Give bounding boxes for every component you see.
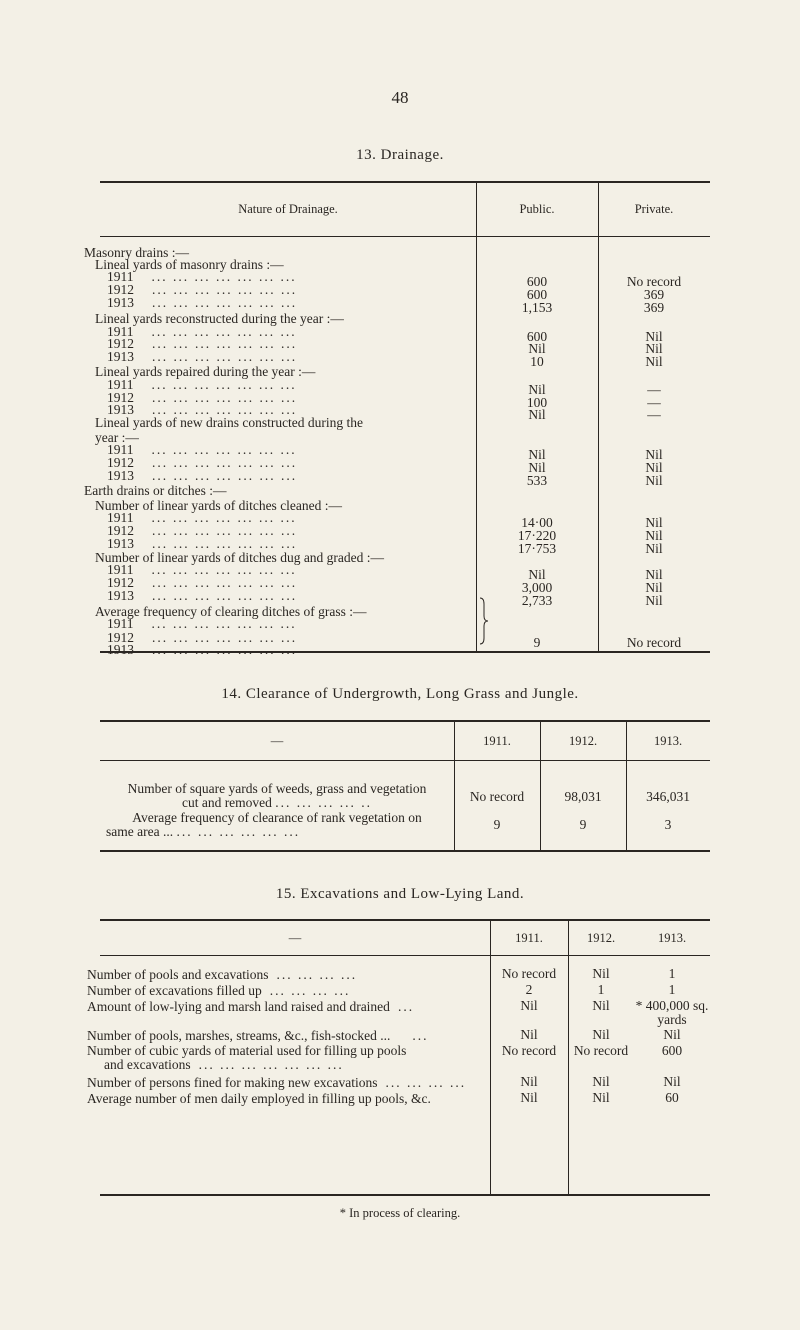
row-label-text: Lineal yards repaired during the year :— xyxy=(95,364,316,379)
cell-private: Nil xyxy=(645,567,663,582)
cell-private: Nil xyxy=(645,580,663,595)
cell-1913: 1 xyxy=(668,982,676,997)
cell-private: Nil xyxy=(645,329,663,344)
section-14-title: 14. Clearance of Undergrowth, Long Grass and Jungle. xyxy=(221,686,579,702)
row-label xyxy=(95,416,363,430)
row-label xyxy=(87,968,357,982)
cell-1911: No record xyxy=(469,789,525,804)
cell-1911: No record xyxy=(501,1043,557,1058)
header-1911: 1911. xyxy=(483,734,511,748)
header-private: Private. xyxy=(634,202,674,216)
cell-private: — xyxy=(647,395,661,410)
leader-dots: ... ... ... ... ... ... ... xyxy=(152,536,298,551)
table-header-rule xyxy=(100,955,710,956)
leader-dots: ... ... ... ... ... ... ... xyxy=(152,575,298,590)
row-label-text: Lineal yards of new drains constructed during the xyxy=(95,415,364,430)
cell-public: 3,000 xyxy=(521,580,553,595)
cell-private: Nil xyxy=(645,528,663,543)
row-label: cut and removed ... ... ... ... .. xyxy=(181,795,373,810)
cell-public: 17·220 xyxy=(517,528,557,543)
leader-dots: ... ... ... ... ... ... ... xyxy=(151,510,297,525)
header-1913: 1913. xyxy=(653,734,683,748)
cell-1912: Nil xyxy=(592,1090,610,1105)
row-label: Average frequency of clearance of rank vegetation on xyxy=(132,810,422,825)
row-label-text: Average number of men daily employed in filling up pools, &c. xyxy=(87,1091,431,1106)
cell-public: 533 xyxy=(526,473,548,488)
row-label xyxy=(104,1058,344,1072)
cell-1913: 3 xyxy=(664,817,672,832)
cell-1913: 600 xyxy=(661,1043,683,1058)
header-1912: 1912. xyxy=(568,734,598,748)
table-top-rule xyxy=(100,919,710,921)
leader-dots: ... ... ... ... ... ... ... xyxy=(151,324,297,339)
row-label-text: 1912 xyxy=(107,455,134,470)
leader-dots: ... ... ... ... ... ... ... xyxy=(152,295,298,310)
cell-private: — xyxy=(647,407,661,422)
cell-1912: Nil xyxy=(592,966,610,981)
cell-1912: 1 xyxy=(597,982,605,997)
row-label xyxy=(87,984,350,998)
leader-dots: ... ... ... ... ... ... ... xyxy=(152,336,298,351)
row-label-text: 1911 xyxy=(107,269,134,284)
cell-1911: Nil xyxy=(520,1074,538,1089)
page-number: 48 xyxy=(391,88,409,107)
row-label-text: and excavations xyxy=(104,1057,191,1072)
row-label-text: Lineal yards reconstructed during the year :— xyxy=(95,311,344,326)
table-bottom-rule xyxy=(100,1194,710,1196)
header-blank: — xyxy=(288,931,302,945)
table-bottom-rule xyxy=(100,850,710,852)
row-label-text: Earth drains or ditches :— xyxy=(84,483,227,498)
leader-dots: ... ... ... ... ... ... ... xyxy=(151,269,297,284)
leader-dots: ... xyxy=(397,999,415,1014)
leader-dots: ... ... ... ... ... ... ... xyxy=(152,642,298,657)
cell-private: Nil xyxy=(645,354,663,369)
cell-1911: 9 xyxy=(493,817,501,832)
row-label-text: Number of pools, marshes, streams, &c., fish-stocked ... xyxy=(87,1028,391,1043)
row-label-text: 1912 xyxy=(107,282,134,297)
cell-private: Nil xyxy=(645,473,663,488)
footnote: * In process of clearing. xyxy=(339,1206,461,1220)
row-label-text: Number of persons fined for making new excavations xyxy=(87,1075,378,1090)
row-label xyxy=(107,296,297,310)
leader-dots: ... ... ... ... ... ... ... xyxy=(152,402,298,417)
row-label: same area ... ... ... ... ... ... ... xyxy=(106,824,301,839)
row-label-text: 1912 xyxy=(107,575,134,590)
cell-1912: Nil xyxy=(592,1074,610,1089)
cell-1913: 1 xyxy=(668,966,676,981)
cell-public: Nil xyxy=(528,407,546,422)
row-label-text: 1912 xyxy=(107,336,134,351)
cell-private: 369 xyxy=(643,300,665,315)
row-label-text: 1911 xyxy=(107,562,134,577)
cell-private: Nil xyxy=(645,541,663,556)
table-top-rule xyxy=(100,181,710,183)
row-label xyxy=(87,1076,466,1090)
cell-private: 369 xyxy=(643,287,665,302)
leader-dots: ... ... ... ... ... ... ... xyxy=(152,390,298,405)
header-1912: 1912. xyxy=(586,931,616,945)
row-label-text: Number of linear yards of ditches dug and graded :— xyxy=(95,550,385,565)
cell-private: Nil xyxy=(645,460,663,475)
cell-public: Nil xyxy=(528,382,546,397)
row-label xyxy=(84,484,226,498)
cell-public: 600 xyxy=(526,329,548,344)
cell-public: Nil xyxy=(528,460,546,475)
leader-dots: ... ... ... ... xyxy=(269,983,351,998)
header-blank: — xyxy=(270,734,284,748)
row-label xyxy=(107,589,297,603)
cell-1913: 346,031 xyxy=(646,789,690,804)
cell-1913: * 400,000 sq. yards xyxy=(635,998,709,1027)
cell-1911: Nil xyxy=(520,1090,538,1105)
cell-public: 17·753 xyxy=(517,541,557,556)
table-header-rule xyxy=(100,236,710,237)
leader-dots: ... ... ... ... ... ... ... xyxy=(198,1057,344,1072)
row-label-text: year :— xyxy=(95,430,139,445)
leader-dots: ... ... ... ... ... ... ... xyxy=(152,282,298,297)
row-label-text: 1912 xyxy=(107,630,134,645)
row-label-text: 1912 xyxy=(107,523,134,538)
table-top-rule xyxy=(100,720,710,722)
row-label-text: Lineal yards of masonry drains :— xyxy=(95,257,284,272)
leader-dots: ... ... ... ... ... ... ... xyxy=(151,562,297,577)
cell-private: Nil xyxy=(645,593,663,608)
row-label xyxy=(87,1029,428,1043)
row-label-text: Amount of low-lying and marsh land raised and drained xyxy=(87,999,390,1014)
cell-private: — xyxy=(647,382,661,397)
section-15-title: 15. Excavations and Low-Lying Land. xyxy=(275,886,525,902)
row-label-text: 1911 xyxy=(107,324,134,339)
row-label xyxy=(87,1092,431,1106)
row-label-text: 1911 xyxy=(107,442,134,457)
cell-public: 14·00 xyxy=(521,515,553,530)
leader-dots: ... ... ... ... ... ... ... xyxy=(151,377,297,392)
grouping-brace xyxy=(478,596,490,646)
row-label xyxy=(107,350,297,364)
cell-1912: Nil xyxy=(592,1027,610,1042)
row-label-text: 1911 xyxy=(107,616,134,631)
row-label-text: 1911 xyxy=(107,510,134,525)
leader-dots: ... ... ... ... ... ... ... xyxy=(152,468,298,483)
section-13-title: 13. Drainage. xyxy=(356,147,444,163)
leader-dots: ... ... ... ... ... ... ... xyxy=(152,588,298,603)
row-label-text: 1913 xyxy=(107,402,134,417)
cell-private: No record xyxy=(626,274,682,289)
leader-dots: ... ... ... ... ... ... ... xyxy=(151,442,297,457)
header-public: Public. xyxy=(519,202,555,216)
row-label-text: Number of cubic yards of material used for filling up pools xyxy=(87,1043,407,1058)
header-1913: 1913. xyxy=(657,931,687,945)
cell-public: Nil xyxy=(528,341,546,356)
row-label-text: 1913 xyxy=(107,536,134,551)
cell-public: 600 xyxy=(526,274,548,289)
row-label-text: Average frequency of clearing ditches of grass :— xyxy=(95,604,367,619)
row-label xyxy=(107,537,297,551)
leader-dots: ... xyxy=(412,1028,429,1043)
row-label-text: Number of pools and excavations xyxy=(87,967,269,982)
cell-public: 600 xyxy=(526,287,548,302)
cell-1913: Nil xyxy=(663,1074,681,1089)
cell-public: Nil xyxy=(528,567,546,582)
cell-public: 2,733 xyxy=(521,593,553,608)
row-label-text: 1913 xyxy=(107,588,134,603)
cell-public: 9 xyxy=(533,635,541,650)
cell-1913: Nil xyxy=(663,1027,681,1042)
row-label-text: Number of linear yards of ditches cleaned :— xyxy=(95,498,343,513)
leader-dots: ... ... ... ... ... ... ... xyxy=(152,349,298,364)
row-label-text: Masonry drains :— xyxy=(84,245,189,260)
row-label: Number of square yards of weeds, grass and vegetation xyxy=(127,781,427,796)
cell-1911: Nil xyxy=(520,1027,538,1042)
leader-dots: ... ... ... ... ... ... ... xyxy=(152,455,298,470)
cell-1913: 60 xyxy=(665,1090,679,1105)
row-label xyxy=(87,1044,406,1058)
header-1911: 1911. xyxy=(515,931,543,945)
row-label xyxy=(107,469,297,483)
row-label-text: 1913 xyxy=(107,468,134,483)
cell-public: 100 xyxy=(526,395,548,410)
leader-dots: ... ... ... ... xyxy=(276,967,358,982)
cell-1911: 2 xyxy=(525,982,533,997)
cell-private: Nil xyxy=(645,341,663,356)
row-label-text: 1913 xyxy=(107,642,134,657)
cell-public: 10 xyxy=(530,354,544,369)
row-label-text: 1911 xyxy=(107,377,134,392)
row-label-text: 1913 xyxy=(107,349,134,364)
row-label xyxy=(107,617,297,631)
leader-dots: ... ... ... ... xyxy=(385,1075,467,1090)
cell-private: Nil xyxy=(645,515,663,530)
cell-private: No record xyxy=(626,635,682,650)
cell-1911: No record xyxy=(501,966,557,981)
header-nature-of-drainage: Nature of Drainage. xyxy=(238,202,338,216)
cell-1912: Nil xyxy=(592,998,610,1013)
cell-public: 1,153 xyxy=(521,300,553,315)
row-label xyxy=(87,1000,414,1014)
row-label-text: 1913 xyxy=(107,295,134,310)
row-label-text: 1912 xyxy=(107,390,134,405)
leader-dots: ... ... ... ... ... ... ... xyxy=(151,616,297,631)
leader-dots: ... ... ... ... ... ... ... xyxy=(152,630,298,645)
cell-1912: 98,031 xyxy=(564,789,602,804)
table-header-rule xyxy=(100,760,710,761)
cell-private: Nil xyxy=(645,447,663,462)
row-label-text: Number of excavations filled up xyxy=(87,983,262,998)
cell-1912: 9 xyxy=(579,817,587,832)
cell-1911: Nil xyxy=(520,998,538,1013)
row-label xyxy=(107,643,297,657)
cell-public: Nil xyxy=(528,447,546,462)
leader-dots: ... ... ... ... ... ... ... xyxy=(152,523,298,538)
cell-1912: No record xyxy=(573,1043,629,1058)
